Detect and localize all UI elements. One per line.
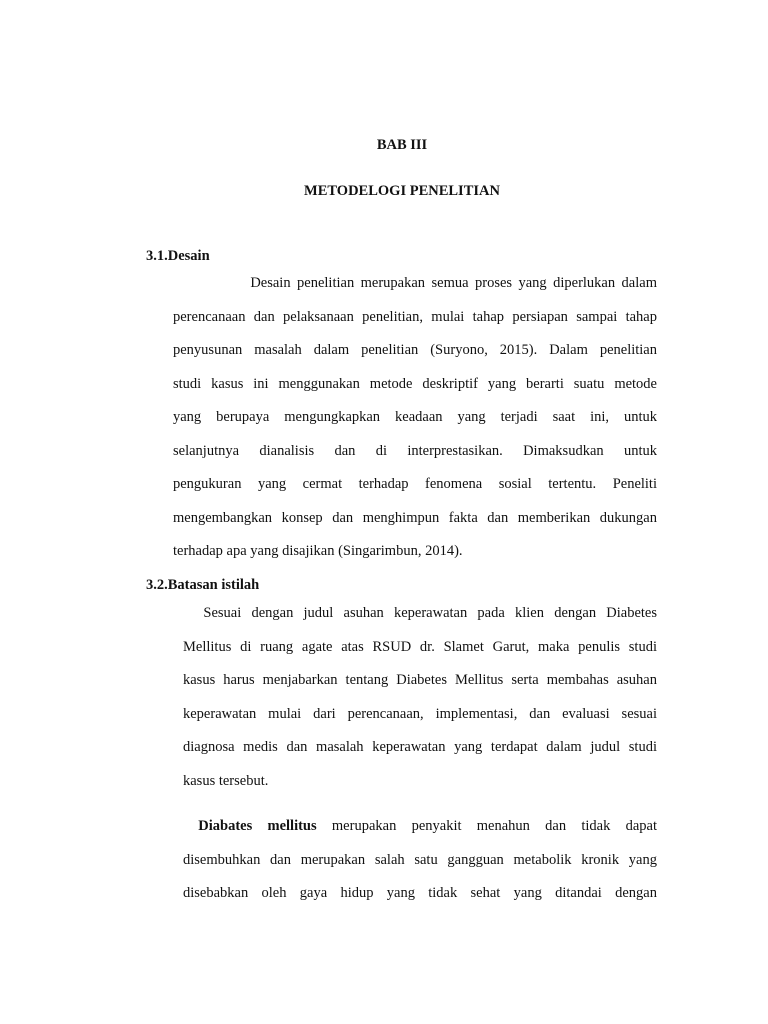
text-line [183,810,657,844]
paragraph-batasan-istilah [183,597,657,798]
text-line: mengembangkan konsep dan menghimpun fakta dan memberikan dukungan [173,509,657,526]
text-line: Sesuai dengan judul asuhan keperawatan pada klien dengan Diabetes [183,605,657,621]
text-line: perencanaan dan pelaksanaan penelitian, mulai tahap persiapan sampai tahap [173,308,657,325]
text-line: Mellitus di ruang agate atas RSUD dr. Slamet Garut, maka penulis studi [183,638,657,655]
text-line: disembuhkan dan merupakan salah satu gangguan metabolik kronik yang [183,851,657,868]
text-line: pengukuran yang cermat terhadap fenomena sosial tertentu. Peneliti [173,476,657,492]
text-line: terhadap apa yang disajikan (Singarimbun, 2014). [173,543,463,559]
text-line: kasus harus menjabarkan tentang Diabetes Mellitus serta membahas asuhan [183,672,657,688]
text-line: selanjutnya dianalisis dan di interprestasikan. Dimaksudkan untuk [173,442,657,459]
text-line: keperawatan mulai dari perencanaan, implementasi, dan evaluasi sesuai [183,705,657,722]
paragraph-desain [173,267,657,569]
text-line: disebabkan oleh gaya hidup yang tidak sehat yang ditandai dengan [183,885,657,901]
chapter-heading: BAB III [376,137,428,153]
section-heading-batasan-istilah: 3.2.Batasan istilah [146,577,260,593]
text-line: penyusunan masalah dalam penelitian (Suryono, 2015). Dalam penelitian [173,342,657,358]
text-fragment: merupakan penyakit menahun dan tidak dapat [316,818,658,834]
text-line: diagnosa medis dan masalah keperawatan yang terdapat dalam judul studi [183,739,657,755]
text-line: studi kasus ini menggunakan metode deskriptif yang berarti suatu metode [173,375,657,392]
text-line: yang berupaya mengungkapkan keadaan yang terjadi saat ini, untuk [173,409,657,425]
chapter-title: METODELOGI PENELITIAN [304,183,500,199]
term-diabetes-mellitus: Diabates mellitus [198,818,317,834]
section-heading-desain: 3.1.Desain [146,248,210,264]
text-line: kasus tersebut. [183,772,269,789]
text-line: Desain penelitian merupakan semua proses yang diperlukan dalam [173,275,657,291]
paragraph-diabetes-mellitus [183,810,657,911]
